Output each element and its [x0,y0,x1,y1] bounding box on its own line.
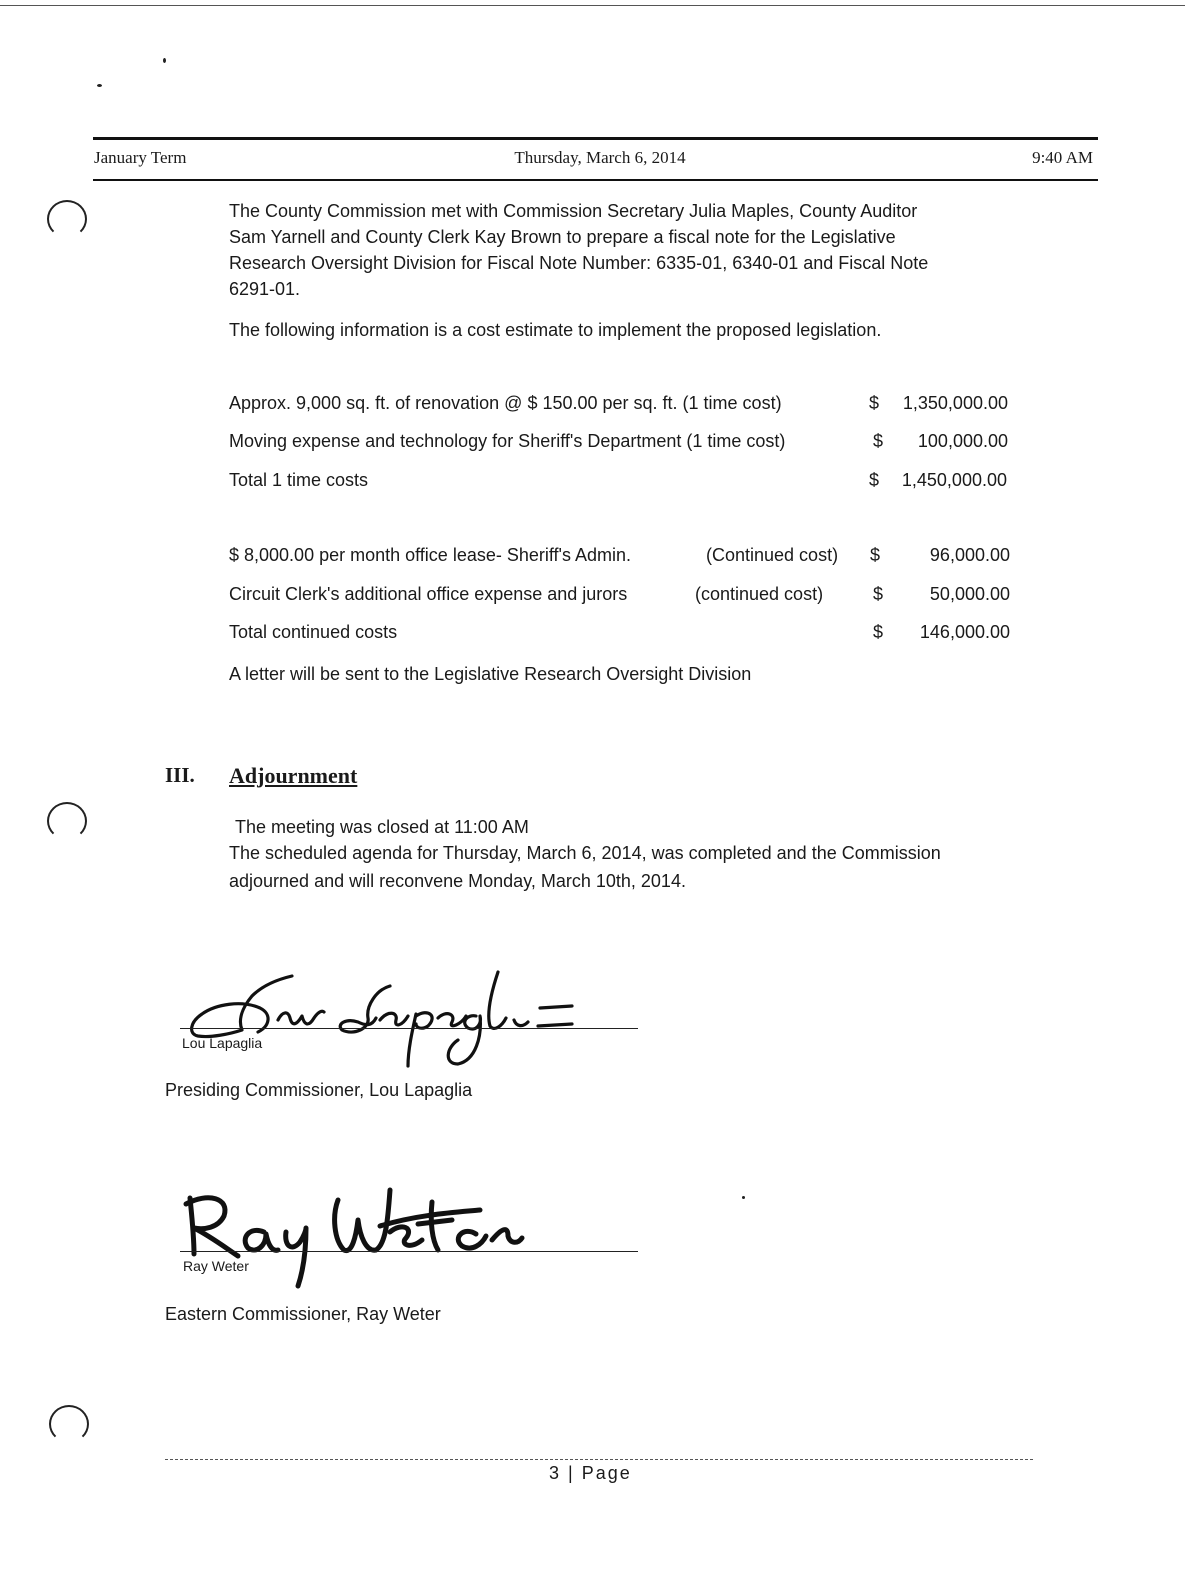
letter-note: A letter will be sent to the Legislative Research Oversight Division [229,664,752,684]
cost-label: Circuit Clerk's additional office expense and jurors [229,584,628,604]
cost-currency: $ [873,584,884,604]
signer-title: Presiding Commissioner, Lou Lapaglia [165,1080,473,1100]
adjournment-line: The scheduled agenda for Thursday, March 6, 2014, was completed and the Commission [229,843,941,863]
signature-lou-lapaglia [180,960,600,1075]
cost-amount: 1,350,000.00 [902,393,1008,413]
header-time: 9:40 AM [1032,148,1093,167]
cost-currency: $ [869,470,880,490]
header-term: January Term [94,148,187,167]
page-number: 3 | Page [549,1463,632,1483]
scan-top-edge [0,5,1185,6]
cost-total-row [229,470,1019,496]
cost-total-label: Total 1 time costs [229,470,369,490]
cost-total-amount: 146,000.00 [919,622,1010,642]
intro-line: Sam Yarnell and County Clerk Kay Brown to prepare a fiscal note for the Legislative [229,227,896,247]
cost-row [229,393,1019,419]
scan-speck [163,58,166,63]
intro-line: The County Commission met with Commission Secretary Julia Maples, County Auditor [229,201,918,221]
cost-total-amount: 1,450,000.00 [901,470,1007,490]
cost-note: (continued cost) [695,584,824,604]
section-number: III. [165,763,195,787]
header-rule-top [93,137,1098,140]
cost-note: (Continued cost) [706,545,839,565]
intro-cost-estimate: The following information is a cost estimate to implement the proposed legislation. [229,320,882,340]
header-rule-bottom [93,179,1098,181]
header-date: Thursday, March 6, 2014 [514,148,686,167]
cost-currency: $ [873,431,884,451]
cost-total-label: Total continued costs [229,622,398,642]
signature-line [180,1028,638,1029]
signer-title: Eastern Commissioner, Ray Weter [165,1304,441,1324]
cost-amount: 50,000.00 [929,584,1010,604]
footer-rule [165,1459,1033,1460]
binder-hole [47,802,87,840]
adjournment-line: adjourned and will reconvene Monday, March 10th, 2014. [229,871,686,891]
adjournment-line: The meeting was closed at 11:00 AM [235,817,529,837]
signature-printed-name: Lou Lapaglia [182,1035,263,1051]
intro-line: 6291-01. [229,279,301,299]
cost-currency: $ [873,622,884,642]
cost-row [229,584,1019,610]
section-title: Adjournment [229,763,358,788]
cost-row [229,431,1019,457]
signature-line [180,1251,638,1252]
cost-amount: 96,000.00 [929,545,1010,565]
binder-hole [47,200,87,238]
intro-paragraph [229,198,1049,302]
scan-speck [742,1196,745,1199]
cost-currency: $ [869,393,880,413]
cost-label: Moving expense and technology for Sheriff's Department (1 time cost) [229,431,786,451]
binder-hole [49,1405,89,1443]
scan-speck [97,84,102,87]
cost-label: $ 8,000.00 per month office lease- Sheriff's Admin. [229,545,632,565]
cost-label: Approx. 9,000 sq. ft. of renovation @ $ 150.00 per sq. ft. (1 time cost) [229,393,782,413]
cost-row [229,545,1019,571]
cost-currency: $ [870,545,881,565]
intro-line: Research Oversight Division for Fiscal Note Number: 6335-01, 6340-01 and Fiscal Note [229,253,929,273]
cost-amount: 100,000.00 [917,431,1008,451]
signature-printed-name: Ray Weter [183,1258,249,1274]
cost-total-row [229,622,1019,648]
